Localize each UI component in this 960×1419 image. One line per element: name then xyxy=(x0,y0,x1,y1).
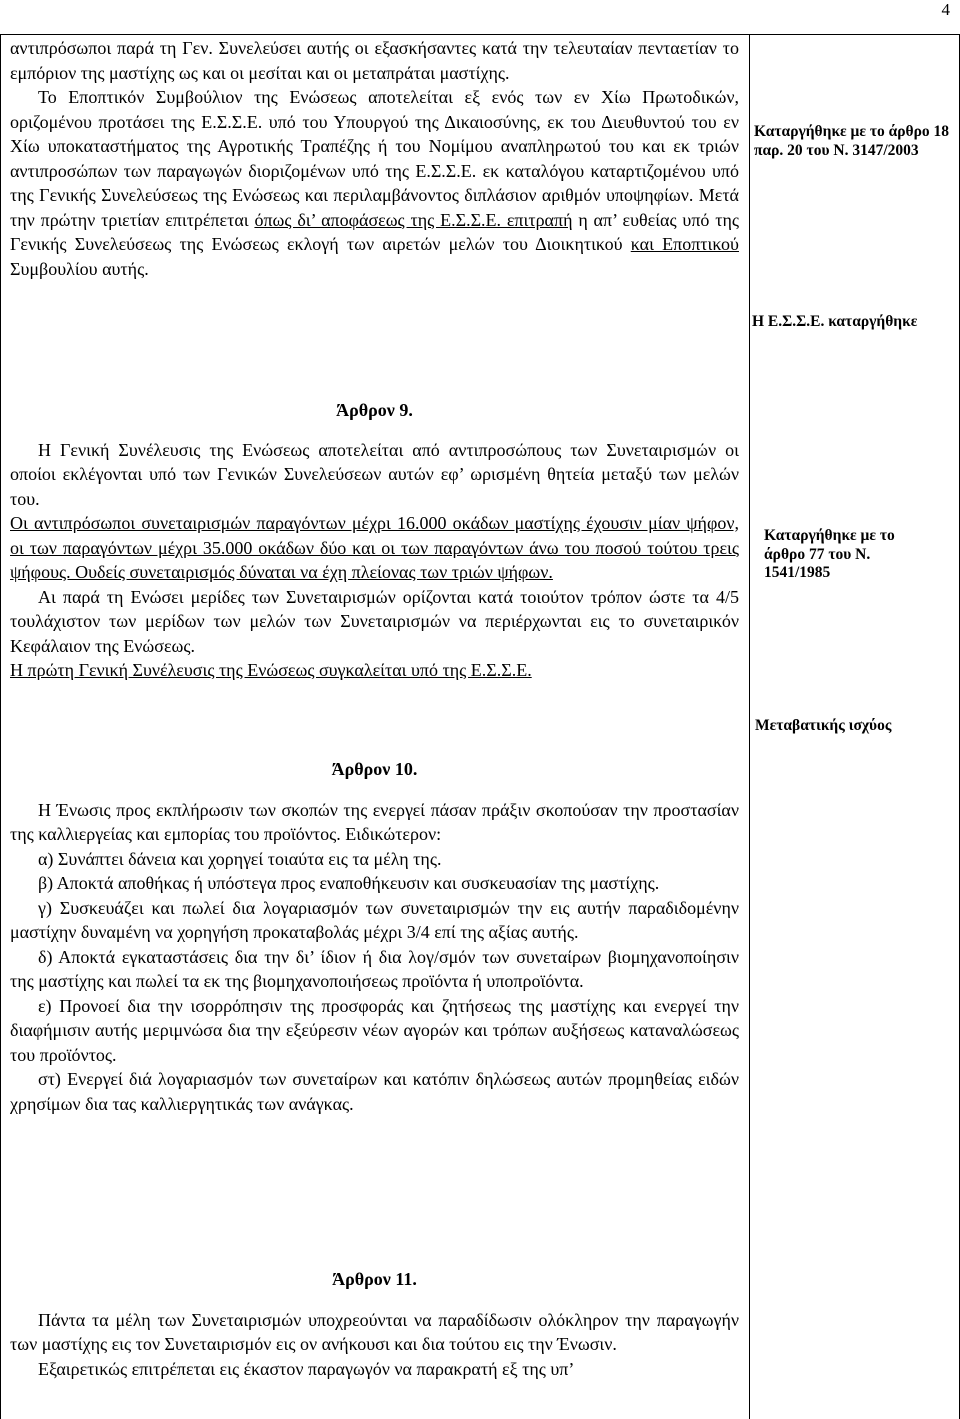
page-number: 4 xyxy=(941,0,950,19)
article-10-item-b: β) Αποκτά αποθήκας ή υπόστεγα προς εναποθήκευσιν και συσκευασίαν της μαστίχης. xyxy=(38,873,660,893)
article-10-heading: Άρθρον 10. xyxy=(331,759,418,779)
article-9-paragraph-shares: Αι παρά τη Ενώσει μερίδες των Συνεταιρισμών ορίζονται κατά τοιούτον τρόπον ώστε τα 4/5 τουλάχιστον των μερίδων των μελών των Συνεταιρισμών να περιέρχωνται εις το συνεταιρικόν Κεφάλαιον της Ενώσεως. xyxy=(10,586,739,656)
main-text-column xyxy=(1,35,750,1419)
article-11-paragraph-2: Εξαιρετικώς επιτρέπεται εις έκαστον παραγωγόν να παρακρατή εξ της υπ’ xyxy=(38,1358,575,1379)
margin-note-repealed-3147: Καταργήθηκε με το άρθρο 18 παρ. 20 του Ν. 3147/2003 xyxy=(754,123,950,159)
paragraph-representatives: αντιπρόσωποι παρά τη Γεν. Συνελεύσει αυτής οι εξασκήσαντες κατά την τελευταίαν πενταετίαν το εμπόριον της μαστίχης ως και οι μεσίται και οι μεταπράται μαστίχης. xyxy=(10,38,739,83)
continuation-block xyxy=(10,36,739,281)
article-11-paragraph-1: Πάντα τα μέλη των Συνεταιρισμών υποχρεούνται να παραδίδωσιν ολόκληρον την παραγωγήν των μαστίχης εις τον Συνεταιρισμόν εις ον ανήκουσι και δια τούτου εις την Ένωσιν. xyxy=(10,1309,739,1354)
article-10-intro: Η Ένωσις προς εκπλήρωσιν των σκοπών της ενεργεί πάσαν πράξιν σκοπούσαν την προστασίαν της καλλιεργείας και εμπορίας του προϊόντος. Ειδικώτερον: xyxy=(10,799,739,844)
article-9-paragraph-first-assembly: Η πρώτη Γενική Συνέλευσις της Ενώσεως συγκαλείται υπό της Ε.Σ.Σ.Ε. xyxy=(10,660,532,680)
margin-note-repealed-1541: Καταργήθηκε με το άρθρο 77 του Ν. 1541/1985 xyxy=(764,527,895,581)
margin-note-essе-abolished: Η Ε.Σ.Σ.Ε. καταργήθηκε xyxy=(752,313,918,330)
article-10-item-e: ε) Προνοεί δια την ισορρόπησιν της προσφοράς και ζητήσεως της μαστίχης και ενεργεί την διαφήμισιν αυτής μεριμνώσα δια την εξεύρεσιν νέων αγορών και τρόπων αυξήσεως καταναλώσεως του προϊόντος. xyxy=(10,995,739,1065)
article-10-item-c: γ) Συσκευάζει και πωλεί δια λογαριασμόν των συνεταιρισμών την εις αυτήν παραδιδομένην μαστίχην δυναμένη να χορηγήση προκαταβολάς μέχρι 3/4 επί της αξίας αυτής. xyxy=(10,897,739,942)
margin-note-transitional: Μεταβατικής ισχύος xyxy=(755,717,892,734)
margin-notes-column xyxy=(750,35,959,1419)
article-9-heading: Άρθρον 9. xyxy=(336,400,413,420)
decision-underlined: όπως δι’ αποφάσεως της Ε.Σ.Σ.Ε. επιτραπή xyxy=(254,209,573,230)
article-11-heading: Άρθρον 11. xyxy=(332,1269,417,1289)
article-10-item-a: α) Συνάπτει δάνεια και χορηγεί τοιαύτα εις τα μέλη της. xyxy=(38,848,442,869)
article-10-item-st: στ) Ενεργεί διά λογαριασμόν των συνεταίρων και κατόπιν δηλώσεως αυτών προμηθείας ειδών χρησίμων δια τας καλλιεργητικάς των ανάγκας. xyxy=(10,1069,739,1114)
document-table xyxy=(0,34,960,1419)
paragraph-supervisory-board xyxy=(10,85,739,281)
direct-election-text: η απ’ ευθείας υπό της Γενικής Συνελεύσεως της Ενώσεως εκλογή των αιρετών μελών του Διοικητικού xyxy=(10,209,739,254)
article-10-item-d: δ) Αποκτά εγκαταστάσεις δια την δι’ ίδιον ή δια λογ/σμόν των συνεταίρων βιομηχανοποίησιν της μαστίχης και πωλεί τα εκ της βιομηχανοποιήσεως προϊόντα ή υποπροϊόντα. xyxy=(10,946,739,991)
board-end-text: Συμβουλίου αυτής. xyxy=(10,258,149,279)
supervisory-board-text: Το Εποπτικόν Συμβούλιον της Ενώσεως αποτελείται εξ ενός των εν Χίω Πρωτοδικών, οριζομένου προτάσει της Ε.Σ.Σ.Ε. υπό του Υπουργού της Δικαιοσύνης, εκ του Διευθυντού του εν Χίω υποκαταστήματος της Αγροτικής Τραπέζης ή του Νομίμου αναπληρωτού του και εκ τριών αντιπροσώπων των παραγωγών διοριζομένων υπό της Ε.Σ.Σ.Ε. εκ καταλόγου καταρτιζομένου υπό της Γενικής Συνελεύσεως της Ενώσεως και περιλαμβάνοντος διπλάσιον αριθμόν υποψηφίων. xyxy=(10,87,739,205)
article-9-paragraph-1: Η Γενική Συνέλευσις της Ενώσεως αποτελείται από αντιπροσώπους των Συνεταιρισμών οι οποίοι εκλέγονται υπό των Γενικών Συνελεύσεων αυτών εφ’ ωρισμένη θητεία μεταξύ των μελών του. xyxy=(10,439,739,509)
supervisory-underlined: και Εποπτικού xyxy=(630,234,739,254)
article-11 xyxy=(10,1267,739,1381)
article-9 xyxy=(10,398,739,683)
article-9-paragraph-votes: Οι αντιπρόσωποι συνεταιρισμών παραγόντων μέχρι 16.000 οκάδων μαστίχης έχουσιν μίαν ψήφον, οι των παραγόντων μέχρι 35.000 οκάδων δύο και οι των παραγόντων άνω του ποσού τούτου τρεις ψήφους. Ουδείς συνεταιρισμός δύναται να έχη πλείονας των τριών ψήφων. xyxy=(10,513,739,582)
article-10 xyxy=(10,757,739,1116)
after-triennium-text: Μετά την πρώτην τριετίαν επιτρέπεται xyxy=(10,185,739,230)
